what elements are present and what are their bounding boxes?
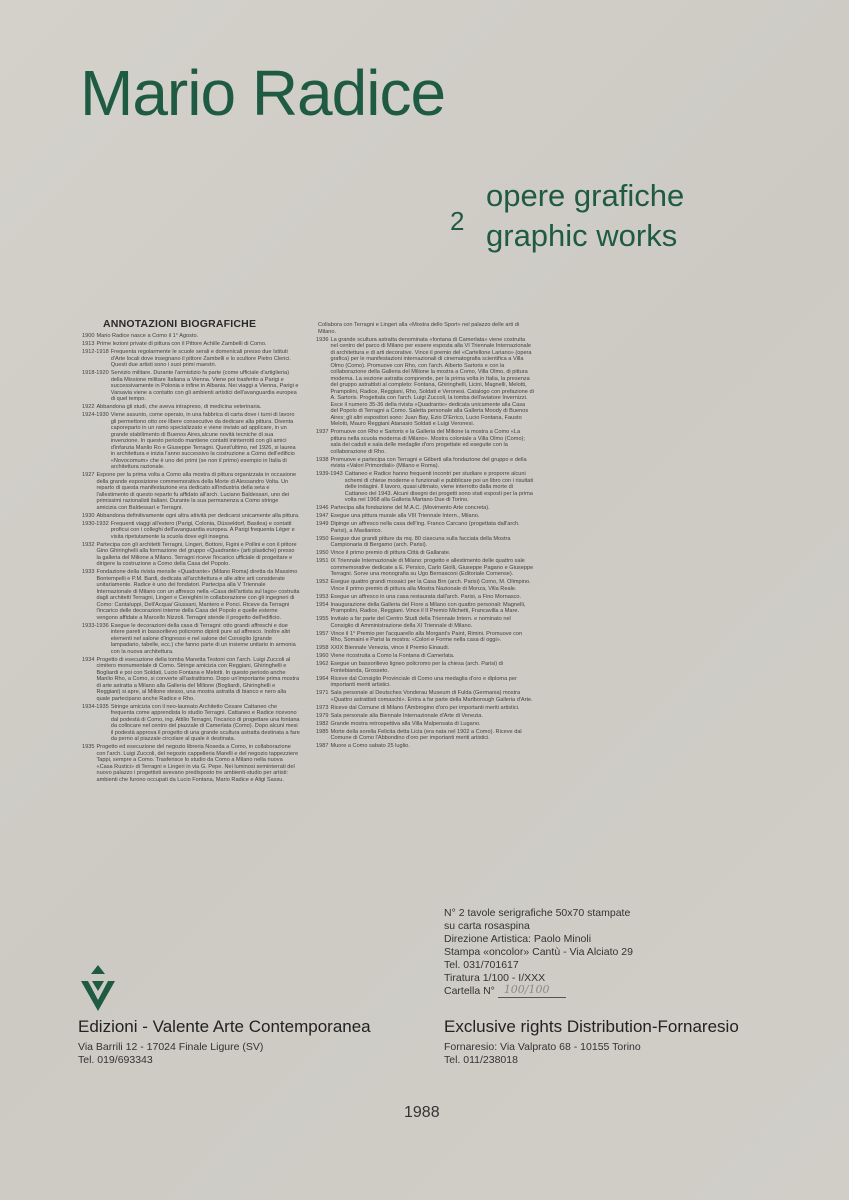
entry-year: 1962 [316,661,329,667]
entry-text: Progetto ed esecuzione del negozio libreria Noseda a Como, in collaborazione con l'arch. Luigi Zuccoli, del negozio cappelleria Marelli e del negozio tappezziere Tappi, sempre a Como. Trasferisce lo studio da Como a Milano nella nuova «Casa Rustici» di Terragni e Lingeri in via G. Pepe. Nei luminosi seminterrati del nuovo palazzo i progettisti avevano predisposto tre ambienti-studio per artisti: ambienti che furono occupati da Lucio Fontana, Mario Radice e Aligi Sassu. [96,744,299,783]
biography-entry [316,579,534,592]
entry-text: Esegue un affresco in una casa restaurata dall'arch. Parisi, a Fino Mornasco. [330,593,522,600]
entry-year: 1918-1920 [82,370,109,376]
entry-year: 1938 [316,456,329,463]
entry-text: Esegue le decorazioni della casa di Terragni: otto grandi affreschi e due intere pareti in bassorilievo policromo dipinti pure ad affresco. Inoltre altri elementi nel salone d'ingresso e nel salone del Consiglio (grande lampadario, tabelle, ecc.) che fanno parte di un insieme unitario in armonia con la nuova architettura. [110,622,296,655]
biography-entry [316,743,534,750]
entry-text: Abbandona definitivamente ogni altra attività per dedicarsi unicamente alla pittura. [96,512,300,519]
biography-entry [316,602,534,615]
subtitle-english: graphic works [486,218,678,253]
biography-entry [316,513,534,520]
biography-entry [316,616,534,629]
entry-text: Muore a Como sabato 25 luglio. [330,743,410,749]
publisher-contact [78,1041,263,1067]
entry-year: 1955 [316,616,329,622]
entry-text: La grande scultura astratta denominata «fontana di Camerlata» viene costruita nel centro del parco di Milano per essere esposta alla VI Triennale Internazionale di architettura e di arti decorative. Vince il premio del «Cartellone Lariano» (opera grafica) per le manifestazioni internazionali di cinematografia scientifica a Villa Olmo (Como). Promuove con Rho, con l'arch. Alberto Sartoris e con la collaborazione della Galleria del Milione la mostra a Como, Villa Olmo, di pittura moderna. La sezione astratta comprende, per la prima volta in Italia, la presenza del gruppo astrattisti al completo: Fontana, Ghiringhelli, Licini, Magnelli, Melotti, Prampolini, Radice, Reggiani, Rho, Soldati e Veronesi. Catalogo con prefazione di A. Sartoris. Progettata con l'arch. Luigi Zuccoli, la tomba dell'aviatore Invernizzi. Esce il numero 35-36 della rivista «Quadrante» dedicata unicamente alla Casa del Popolo di Terragni a Como. Saletta personale alla Galleria Moody di Buenos Aires; gli altri espositori sono: Juan Bay, Ezio D'Errico, Lucio Fontana, Fausto Melotti, Mauro Reggiani Atanasio Soldati e Luigi Veronesi. [330,336,534,427]
cartella-number-field [498,983,566,998]
entry-year: 1957 [316,630,329,637]
biography-column-right [316,322,534,751]
entry-year: 1936 [316,336,329,343]
entry-text: Partecipa con gli architetti Terragni, Lingeri, Bottoni, Figini e Pollini e con il pittore Gino Ghiringhelli alla formazione del gruppo «Quadrante» (arti plastiche) presso la galleria del Milione a Milano. Terragni riceve l'incarico ufficiale di progettare e dirigere la costruzione a Como della Casa del Popolo. [96,541,297,567]
entry-text: Invitato a far parte del Centro Studi della Triennale Intern. e nominato nel Consiglio di Amministrazione della XI Triennale di Milano. [330,616,511,629]
publisher-logo-icon [78,963,118,1015]
entry-text: Esegue quattro grandi mosaici per la Casa Brn (arch. Parisi) Como, M. Olimpino. Vince il primo premio di pittura alla Mostra Nazionale di Monza, Villa Reale. [330,579,531,592]
entry-text: Partecipa alla fondazione del M.A.C. (Movimento Arte concreta). [330,505,490,511]
entry-text: Mario Radice nasce a Como il 1° Agosto. [96,333,199,339]
entry-text: Sala personale al Deutsches Vonderau Museum di Fulda (Germania) mostra «Quattro astrattisti comaschi». Entra a far parte della Marlborough Galleria d'Arte. [330,690,533,703]
colophon-line: su carta rosaspina [444,920,530,932]
entry-year: 1960 [316,653,329,659]
entry-text: Frequenta regolarmente le scuole serali e domenicali presso due Istituti d'Arte locali dove insegnano il pittore Zambelli e lo scultore Pietro Clerici. Questi due artisti sono i suoi primi maestri. [110,349,291,368]
colophon-line: Direzione Artistica: Paolo Minoli [444,933,592,945]
biography-entry [316,429,534,455]
biography-entry [82,657,300,703]
biography-entry [316,558,534,578]
entry-text: Riceve dal Comune di Milano l'Ambrogino d'oro per importanti meriti artistici. [330,704,520,711]
entry-text: Collabora con Terragni e Lingeri alla «Mostra dello Sport» nel palazzo delle arti di Milano. [318,322,520,335]
entry-year: 1935 [82,744,95,750]
entry-year: 1912-1918 [82,349,109,355]
subtitle [486,176,684,256]
biography-entry [316,721,534,728]
biography-entry [82,569,300,621]
entry-year: 1953 [316,593,329,600]
entry-year: 1950 [316,535,329,542]
publisher-name: Edizioni - Valente Arte Contemporanea [78,1017,371,1036]
entry-year: 1934-1935 [82,703,109,710]
entry-year: 1985 [316,728,329,735]
entry-year: 1946 [316,505,329,511]
entry-year: 1924-1930 [82,412,109,418]
colophon-line: Tiratura 1/100 - I/XXX [444,972,546,984]
entry-text: Esegue una pittura murale alla VIII Triennale Intern., Milano. [330,513,480,519]
entry-text: Viene assunto, come operaio, in una fabbrica di carta dove i turni di lavoro gli permettono otto ore libere consecutive da dedicare alla pittura. Diventa caporeparto in un ramo specializzato e viene inviato ad applicare, in un grande stabilimento di Buenos Aires,alcune novità tecniche di sua invenzione. In questo periodo mantiene contatti ininterrotti con gli amici d'infanzia Manlio Ro e Giuseppe Terragni. Quest'ultimo, nel 1926, si laurea in architettura e inizia l'anno successivo la costruzione a Como dell'edificio «Novocomum» che è uno dei primi (se non il primo) esempio in Italia di architettura razionale. [110,412,296,470]
publication-year: 1988 [404,1104,440,1121]
biography-entry [82,521,300,541]
entry-text: Cattaneo e Radice hanno frequenti incontri per studiare e proporre alcuni schemi di chiese moderne e funzionali e pubblicare poi un libro con i risultati delle indagini. Il lavoro, quasi ultimato, viene interrotto dalla morte di Cattaneo del 1943. Alcuni disegni dei progetti sono stati esposti per la prima volta nel 1968 alla Galleria Martano Due di Torino. [344,471,534,503]
biography-entry [316,536,534,549]
biography-entry [316,337,534,428]
volume-number: 2 [450,206,465,236]
entry-year: 1934 [82,656,95,663]
entry-text: IX Triennale Internazionale di Milano: progetto e allestimento delle quattro sale commemorative dedicate a E. Persico, Carlo Giolli, Giuseppe Pagano e Giuseppe Terragni. Sorve una monografia su Ugo Bernasconi (Editoriale Comense). [330,558,534,577]
entry-year: 1973 [316,704,329,711]
entry-year: 1982 [316,720,329,727]
biography-entry [82,623,300,656]
subtitle-italian: opere grafiche [486,178,685,213]
entry-text: Promuove e partecipa con Terragni e Gilberti alla fondazione del gruppo e della rivista «Valori Primordiali» (Milano e Roma). [330,456,527,469]
entry-text: Espone per la prima volta a Como alla mostra di pittura organizzata in occasione della grande esposizione commemorativa della Morte di Alessandro Volta. Un reparto di questa manifestazione era dedicato all'industria della seta e l'allestimento di questo reparto fu affidato all'arch. Luciano Baldessari, uno dei primissimi razionalisti italiani. Durante la sua permanenza a Como stringe amicizia con Baldessari e Terragni. [96,472,297,511]
distributor-name: Exclusive rights Distribution-Fornaresio [444,1017,739,1036]
entry-year: 1949 [316,521,329,527]
entry-year: 1951 [316,558,329,564]
entry-year: 1954 [316,601,329,608]
entry-year: 1932 [82,541,95,548]
biography-entry [316,690,534,703]
colophon-line: Tel. 031/701617 [444,959,519,971]
entry-text: Fondazione della rivista mensile «Quadrante» (Milano Roma) diretta da Massimo Bontempelli e P.M. Bardi, dedicata all'architettura e alle altre arti considerate unitariamente. Radice è uno dei fondatori. Partecipa alla V Triennale Internazionale di Milano con un affresco nella «Casa dell'artista sul lago» costruita dagli architetti Terragni, Lingeri e Cereghini in collaborazione con gli ingegneri di Como: Cantaluppi, Dell'Acqua/ Giussani, Mantero e Ponci. Riceve da Terragni l'incarico delle decorazioni interne della Casa del Popolo e quelle esterne vengono affidate a Marcello Nizzoli. Terragni stende il progetto dell'edificio. [96,569,300,621]
biography-entry [316,471,534,504]
biography-entry [82,513,300,520]
publisher-phone: Tel. 019/693343 [78,1054,153,1066]
biography-entry [82,370,300,403]
entry-year: 1950 [316,550,329,556]
entry-text: Riceve dal Consiglio Provinciale di Como una medaglia d'oro e diploma per importanti meriti artistici. [330,675,517,688]
biography-entry [316,631,534,644]
cartella-label: Cartella N° [444,985,495,997]
biography-entry [316,521,534,534]
entry-year: 1971 [316,690,329,696]
distributor-contact [444,1041,641,1067]
biography-entry [316,322,534,335]
biography-entry [316,457,534,470]
biography-entry [82,542,300,568]
entry-year: 1900 [82,333,95,339]
entry-year: 1922 [82,404,95,410]
biography-entry [316,729,534,742]
entry-text: Esegue un bassorilievo ligneo policromo per la chiesa (arch. Parisi) di Fontebianda, Grosseto. [330,661,504,674]
entry-year: 1987 [316,743,329,749]
entry-year: 1927 [82,472,95,478]
publisher-address: Via Barrili 12 - 17024 Finale Ligure (SV) [78,1041,264,1053]
biography-entry [316,594,534,601]
entry-text: XXIX Biennale Venezia, vince il Premio Einaudi. [330,645,450,651]
entry-text: Dipinge un affresco nella casa dell'ing. Franco Carcano (progettata dall'arch. Parisi), a Maslianico. [330,521,520,534]
entry-text: Stringe amicizia con il neo-laureato Architetto Cesare Cattaneo che frequenta come apprendista lo studio Terragni. Cattaneo e Radice ricevono dal podestà di Como, ing. Attilio Terragni, l'incarico di progettare una fontana da collocare nel centro del piazzale di Camerlata (Como). Dopo alcuni mesi il podestà approva il progetto di una grande scultura astratta destinata a fare da perno al piazzale circolare al quale è destinata. [110,703,300,742]
entry-year: 1979 [316,712,329,719]
entry-year: 1913 [82,341,95,347]
biography-entry [316,713,534,720]
biography-heading: ANNOTAZIONI BIOGRAFICHE [103,318,257,330]
entry-text: Vince il 1° Premio per l'acquarello alla Morgant's Paint, Rimini. Promuove con Rho, Somaini e Parisi la mostra: «Colori e Forme nella casa di oggi». [330,630,523,643]
entry-text: Morte della sorella Felicita detta Licia (era nata nel 1902 a Como). Riceve dal Comune di Como l'Abbondino d'oro per importanti meriti artistici. [330,728,522,741]
biography-entry [82,404,300,411]
biography-entry [82,704,300,743]
entry-text: Inaugurazione della Galleria del Fiore a Milano con quattro personali: Magnelli, Prampolini, Radice, Reggiani. Vince il II Premio Michetti, Francavilla a Mare. [330,601,526,614]
colophon-line: N° 2 tavole serigrafiche 50x70 stampate [444,907,631,919]
biography-entry [316,653,534,660]
biography-entry [316,676,534,689]
biography-entry [82,412,300,471]
entry-year: 1933-1936 [82,622,109,629]
biography-entry [316,661,534,674]
entry-year: 1939-1943 [316,471,343,477]
biography-entry [82,472,300,511]
entry-text: Esegue due grandi pitture da mq. 80 ciascuna sulla facciata della Mostra Campionaria di Bergamo (arch. Parisi). [330,535,511,548]
cartella-number-handwritten: 100/100 [503,983,550,996]
colophon [444,907,704,998]
entry-text: Frequenti viaggi all'estero (Parigi, Colonia, Düsseldorf, Basilea) e contatti proficui con i colleghi dell'avanguardia europea. A Parigi frequenta Léger e visita ripetutamente la scuola dove egli insegna. [110,520,295,540]
entry-text: Prime lezioni private di pittura con il Pittore Achille Zambelli di Como. [96,341,267,347]
biography-entry [82,744,300,783]
biography-entry [82,333,300,340]
entry-text: Progetto di esecuzione della tomba Manetta Testoni con l'arch. Luigi Zuccoli al cimitero monumentale di Como. Stringe amicizia con Reggiani, Ghiringhelli e Bogliardi e poi con Soldati, Lucio Fontana e Melotti. In questo periodo anche Manlio Rho, a Como, si converte all'astrattismo. Dopo un'importante prima mostra di arte astratta a Milano alla Galleria del Milione (Bogliardi, Ghiringhelli e Reggiani) si apre, al Milione stesso, una mostra astratta di bianco e nero alla quale partecipano anche Radice e Rho. [96,656,300,702]
cartella-line [444,985,704,998]
entry-year: 1947 [316,513,329,519]
biography-entry [316,705,534,712]
entry-text: Vince il primo premio di pittura Città di Gallarate. [330,550,451,556]
biography-entry [82,341,300,348]
biography-column-left [82,333,300,785]
entry-year: 1937 [316,429,329,435]
entry-text: Sala personale alla Biennale Internazionale d'Arte di Venezia. [330,712,483,719]
page-title: Mario Radice [80,57,446,129]
entry-text: Abbandona gli studi, che aveva intrapreso, di medicina veterinaria. [96,404,262,410]
colophon-line: Stampa «oncolor» Cantù - Via Alciato 29 [444,946,633,958]
entry-year: 1933 [82,569,95,575]
distributor-phone: Tel. 011/238018 [444,1054,518,1066]
entry-year: 1958 [316,645,329,651]
entry-year: 1952 [316,579,329,585]
entry-text: Servizio militare. Durante l'armistizio fa parte (come ufficiale d'artiglieria) della Missione militare Italiana a Vienna. Viene poi trasferito a Parigi e successivamente in Polonia e infine in Albania. Nei viaggi a Vienna, Parigi e Varsavia viene a contatto con gli ambienti artistici dell'avanguardia europea di quel tempo. [110,370,299,402]
entry-text: Viene ricostruita a Como la Fontana di Camerlata. [330,653,455,659]
biography-entry [316,645,534,652]
entry-text: Promuove con Rho e Sartoris e la Galleria del Milione la mostra a Como «La pittura nella scuola moderna di Milano». Mostra coloniale a Villa Olmo (Como); sala dei caduti e sala delle medaglie d'oro progettate ed eseguite con la collaborazione di Rho. [330,429,525,455]
biography-entry [316,505,534,512]
entry-year: 1930-1932 [82,520,109,527]
biography-entry [316,550,534,557]
entry-year: 1930 [82,512,95,519]
distributor-address: Fornaresio: Via Valprato 68 - 10155 Torino [444,1041,641,1053]
entry-text: Grande mostra retrospettiva alla Villa Malpensata di Lugano. [330,720,481,727]
biography-entry [82,349,300,369]
entry-year: 1964 [316,675,329,682]
